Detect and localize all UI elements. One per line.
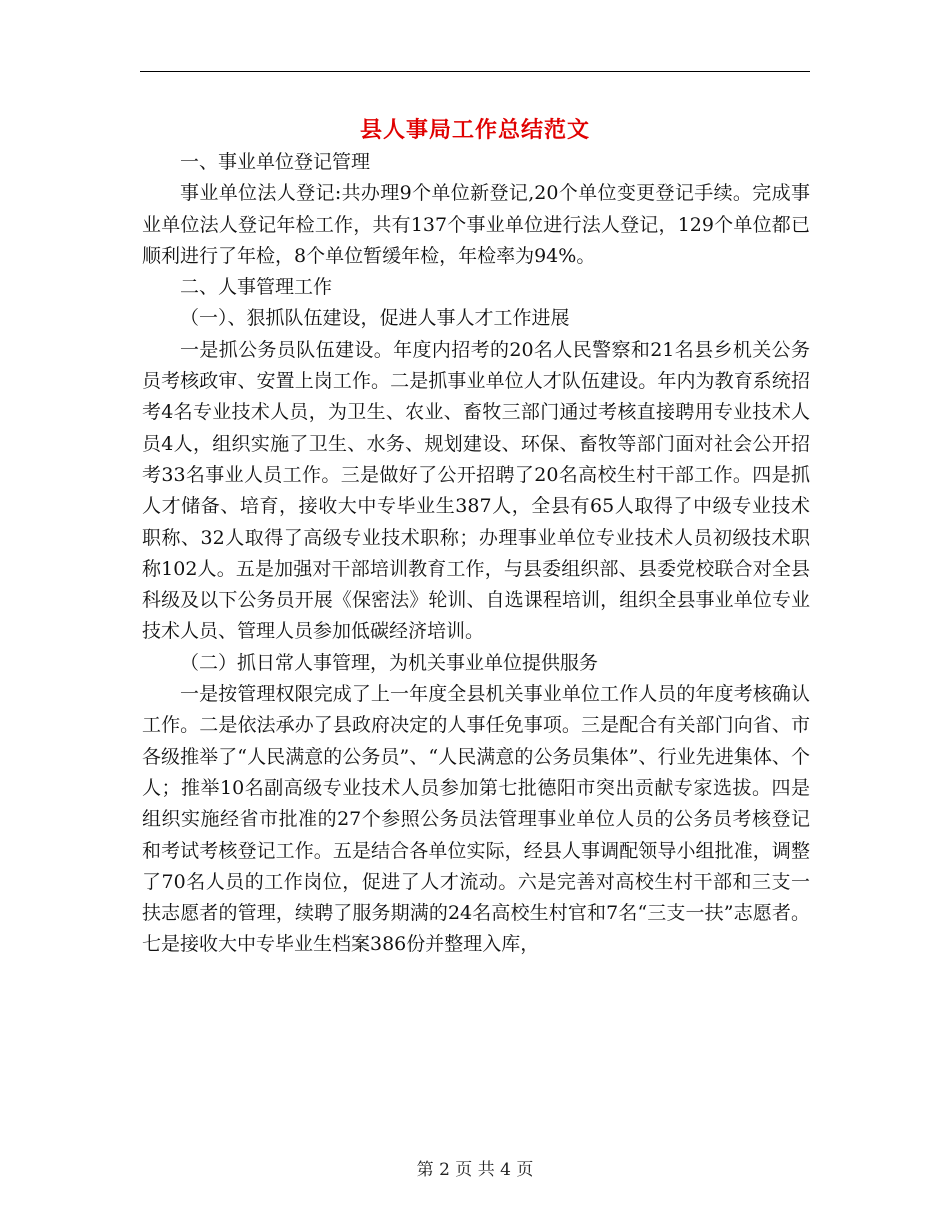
header-rule <box>140 71 810 72</box>
sub-heading: （一）、狠抓队伍建设，促进人事人才工作进展 <box>180 307 570 330</box>
paragraph: 事业单位法人登记:共办理9个单位新登记,20个单位变更登记手续。完成事业单位法人登记年检工作，共有137个事业单位进行法人登记，129个单位都已顺利进行了年检，8个单位暂缓年检，年检率为94%。 <box>142 182 810 267</box>
paragraph: 一是按管理权限完成了上一年度全县机关事业单位工作人员的年度考核确认工作。二是依法承办了县政府决定的人事任免事项。三是配合有关部门向省、市各级推举了“人民满意的公务员”、“人民满意的公务员集体”、行业先进集体、个人；推举10名副高级专业技术人员参加第七批德阳市突出贡献专家选拔。四是组织实施经省市批准的27个参照公务员法管理事业单位人员的公务员考核登记和考试考核登记工作。五是结合各单位实际，经县人事调配领导小组批准，调整了70名人员的工作岗位，促进了人才流动。六是完善对高校生村干部和三支一扶志愿者的管理，续聘了服务期满的24名高校生村官和7名“三支一扶”志愿者。七是接收大中专毕业生档案386份并整理入库， <box>142 683 810 956</box>
page-footer: 第 2 页 共 4 页 <box>416 1160 534 1180</box>
document-body <box>142 147 810 961</box>
section-heading: 一、事业单位登记管理 <box>180 151 371 173</box>
sub-heading: （二）抓日常人事管理，为机关事业单位提供服务 <box>180 651 599 674</box>
paragraph: 一是抓公务员队伍建设。年度内招考的20名人民警察和21名县乡机关公务员考核政审、安置上岗工作。二是抓事业单位人才队伍建设。年内为教育系统招考4名专业技术人员，为卫生、农业、畜牧三部门通过考核直接聘用专业技术人员4人，组织实施了卫生、水务、规划建设、环保、畜牧等部门面对社会公开招考33名事业人员工作。三是做好了公开招聘了20名高校生村干部工作。四是抓人才储备、培育，接收大中专毕业生387人，全县有65人取得了中级专业技术职称、32人取得了高级专业技术职称；办理事业单位专业技术人员初级技术职称102人。五是加强对干部培训教育工作，与县委组织部、县委党校联合对全县科级及以下公务员开展《保密法》轮训、自选课程培训，组织全县事业单位专业技术人员、管理人员参加低碳经济培训。 <box>142 338 810 643</box>
section-heading: 二、人事管理工作 <box>180 276 333 299</box>
document-title: 县人事局工作总结范文 <box>359 117 590 143</box>
